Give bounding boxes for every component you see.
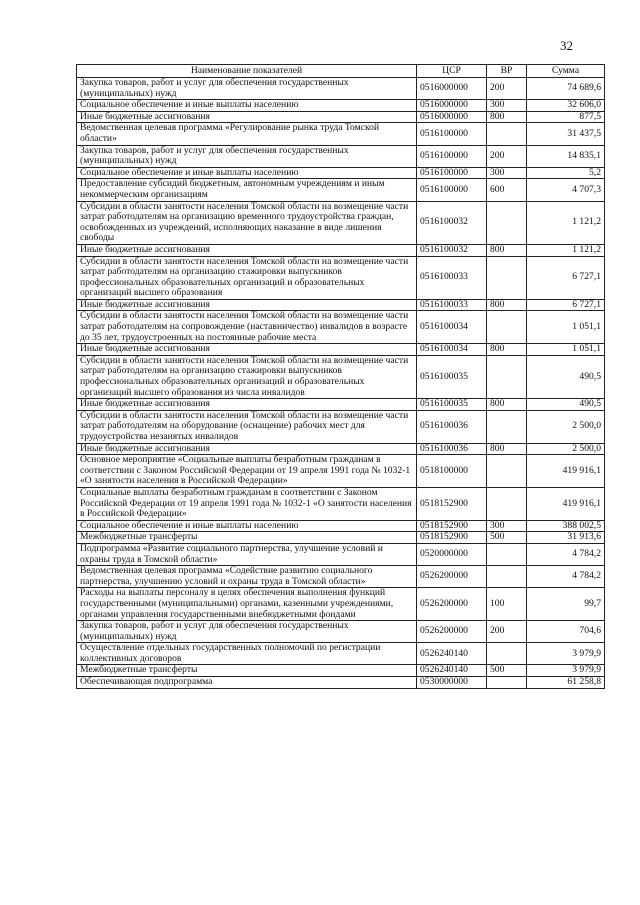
row-vr: 300	[487, 167, 527, 179]
table-row	[77, 566, 605, 588]
table-row	[77, 78, 605, 100]
table-row	[77, 179, 605, 201]
header-sum: Сумма	[527, 65, 605, 78]
row-csr: 0516100035	[417, 355, 487, 398]
row-csr: 0516100000	[417, 123, 487, 145]
table-row	[77, 410, 605, 443]
table-row	[77, 487, 605, 520]
row-vr: 200	[487, 78, 527, 100]
row-vr: 600	[487, 179, 527, 201]
table-row	[77, 643, 605, 665]
table-row	[77, 443, 605, 455]
row-sum: 1 051,1	[527, 344, 605, 356]
row-vr	[487, 543, 527, 565]
row-sum: 32 606,0	[527, 100, 605, 112]
row-csr: 0526200000	[417, 621, 487, 643]
row-sum: 14 835,1	[527, 145, 605, 167]
row-name: Субсидии в области занятости населения Томской области на возмещение части затрат работодателям на организацию временного трудоустройства граждан, освобожденных из учреждений, исполняющих наказание в виде лишения свободы	[77, 201, 417, 244]
header-csr: ЦСР	[417, 65, 487, 78]
row-vr	[487, 311, 527, 344]
table-row	[77, 621, 605, 643]
table-row	[77, 665, 605, 677]
row-csr: 0526240140	[417, 665, 487, 677]
row-sum: 5,2	[527, 167, 605, 179]
row-csr: 0516100036	[417, 410, 487, 443]
table-row	[77, 399, 605, 411]
row-vr: 300	[487, 100, 527, 112]
row-name: Субсидии в области занятости населения Томской области на возмещение части затрат работодателям на организацию стажировки выпускников профессиональных образовательных организаций и образовательных организаций высшего образования	[77, 256, 417, 299]
table-row	[77, 111, 605, 123]
table-row	[77, 201, 605, 244]
header-vr: ВР	[487, 65, 527, 78]
table-row	[77, 256, 605, 299]
row-sum: 61 258,8	[527, 677, 605, 689]
row-name: Социальное обеспечение и иные выплаты населению	[77, 100, 417, 112]
row-csr: 0520000000	[417, 543, 487, 565]
row-name: Предоставление субсидий бюджетным, автономным учреждениям и иным некоммерческим организациям	[77, 179, 417, 201]
row-vr: 800	[487, 443, 527, 455]
row-name: Закупка товаров, работ и услуг для обеспечения государственных (муниципальных) нужд	[77, 621, 417, 643]
row-vr: 200	[487, 145, 527, 167]
row-sum: 3 979,9	[527, 665, 605, 677]
row-vr	[487, 487, 527, 520]
table-row	[77, 123, 605, 145]
table-row	[77, 311, 605, 344]
row-csr: 0526200000	[417, 566, 487, 588]
row-name: Ведомственная целевая программа «Содействие развитию социального партнерства, улучшению условий и охраны труда в Томской области»	[77, 566, 417, 588]
row-sum: 4 784,2	[527, 566, 605, 588]
row-name: Социальные выплаты безработным гражданам в соответствии с Законом Российской Федерации от 19 апреля 1991 года № 1032-1 «О занятости населения в Российской Федерации»	[77, 487, 417, 520]
row-csr: 0526200000	[417, 588, 487, 621]
table-row	[77, 532, 605, 544]
table-row	[77, 299, 605, 311]
table-row	[77, 677, 605, 689]
row-vr	[487, 566, 527, 588]
row-csr: 0516000000	[417, 100, 487, 112]
row-vr	[487, 455, 527, 488]
table-row	[77, 167, 605, 179]
table-row	[77, 543, 605, 565]
table-row	[77, 455, 605, 488]
row-name: Иные бюджетные ассигнования	[77, 344, 417, 356]
row-name: Ведомственная целевая программа «Регулирование рынка труда Томской области»	[77, 123, 417, 145]
row-name: Социальное обеспечение и иные выплаты населению	[77, 520, 417, 532]
table-row	[77, 520, 605, 532]
row-name: Иные бюджетные ассигнования	[77, 244, 417, 256]
row-csr: 0526240140	[417, 643, 487, 665]
row-sum: 704,6	[527, 621, 605, 643]
table-row	[77, 145, 605, 167]
row-sum: 4 784,2	[527, 543, 605, 565]
row-vr: 800	[487, 344, 527, 356]
row-sum: 74 689,6	[527, 78, 605, 100]
row-name: Закупка товаров, работ и услуг для обеспечения государственных (муниципальных) нужд	[77, 145, 417, 167]
table-row	[77, 100, 605, 112]
row-vr	[487, 410, 527, 443]
row-sum: 877,5	[527, 111, 605, 123]
header-name: Наименование показателей	[77, 65, 417, 78]
row-csr: 0516100034	[417, 344, 487, 356]
row-name: Осуществление отдельных государственных полномочий по регистрации коллективных договоров	[77, 643, 417, 665]
row-name: Субсидии в области занятости населения Томской области на возмещение части затрат работодателям на оборудование (оснащение) рабочих мест для трудоустройства незанятых инвалидов	[77, 410, 417, 443]
table-row	[77, 588, 605, 621]
row-vr	[487, 643, 527, 665]
row-sum: 2 500,0	[527, 443, 605, 455]
row-sum: 31 437,5	[527, 123, 605, 145]
row-name: Обеспечивающая подпрограмма	[77, 677, 417, 689]
row-csr: 0516100032	[417, 201, 487, 244]
row-csr: 0516100035	[417, 399, 487, 411]
row-sum: 6 727,1	[527, 299, 605, 311]
table-row	[77, 344, 605, 356]
row-vr	[487, 201, 527, 244]
row-vr: 500	[487, 532, 527, 544]
row-csr: 0516000000	[417, 78, 487, 100]
row-csr: 0516100000	[417, 179, 487, 201]
row-name: Межбюджетные трансферты	[77, 532, 417, 544]
row-sum: 419 916,1	[527, 455, 605, 488]
row-name: Субсидии в области занятости населения Томской области на возмещение части затрат работодателям на организацию стажировки выпускников профессиональных образовательных организаций и образовательных организаций высшего образования из числа инвалидов	[77, 355, 417, 398]
row-sum: 4 707,3	[527, 179, 605, 201]
row-vr: 500	[487, 665, 527, 677]
row-vr: 200	[487, 621, 527, 643]
row-vr	[487, 123, 527, 145]
row-sum: 490,5	[527, 399, 605, 411]
budget-table	[76, 64, 605, 689]
row-csr: 0516100032	[417, 244, 487, 256]
row-vr: 800	[487, 399, 527, 411]
row-sum: 99,7	[527, 588, 605, 621]
row-name: Иные бюджетные ассигнования	[77, 399, 417, 411]
row-sum: 6 727,1	[527, 256, 605, 299]
row-csr: 0516100000	[417, 145, 487, 167]
table-header-row	[77, 65, 605, 78]
row-vr: 800	[487, 299, 527, 311]
row-sum: 490,5	[527, 355, 605, 398]
row-name: Иные бюджетные ассигнования	[77, 443, 417, 455]
row-csr: 0516100033	[417, 299, 487, 311]
row-csr: 0530000000	[417, 677, 487, 689]
row-sum: 388 002,5	[527, 520, 605, 532]
row-vr: 800	[487, 244, 527, 256]
row-name: Подпрограмма «Развитие социального партнерства, улучшение условий и охраны труда в Томской области»	[77, 543, 417, 565]
row-sum: 1 051,1	[527, 311, 605, 344]
row-sum: 2 500,0	[527, 410, 605, 443]
row-vr: 800	[487, 111, 527, 123]
row-vr	[487, 677, 527, 689]
row-name: Межбюджетные трансферты	[77, 665, 417, 677]
row-csr: 0518100000	[417, 455, 487, 488]
row-sum: 1 121,2	[527, 201, 605, 244]
row-sum: 31 913,6	[527, 532, 605, 544]
row-csr: 0516100036	[417, 443, 487, 455]
row-sum: 419 916,1	[527, 487, 605, 520]
row-csr: 0516000000	[417, 111, 487, 123]
row-name: Основное мероприятие «Социальные выплаты безработным гражданам в соответствии с Законом Российской Федерации от 19 апреля 1991 года № 1032-1 «О занятости населения в Российской Федерации»	[77, 455, 417, 488]
row-name: Иные бюджетные ассигнования	[77, 111, 417, 123]
table-row	[77, 355, 605, 398]
row-name: Субсидии в области занятости населения Томской области на возмещение части затрат работодателям на сопровождение (наставничество) инвалидов в возрасте до 35 лет, трудоустроенных на постоянные рабочие места	[77, 311, 417, 344]
row-name: Иные бюджетные ассигнования	[77, 299, 417, 311]
row-sum: 3 979,9	[527, 643, 605, 665]
row-vr: 300	[487, 520, 527, 532]
row-vr	[487, 355, 527, 398]
row-csr: 0516100034	[417, 311, 487, 344]
row-csr: 0516100033	[417, 256, 487, 299]
row-csr: 0518152900	[417, 532, 487, 544]
row-name: Расходы на выплаты персоналу в целях обеспечения выполнения функций государственными (муниципальными) органами, казенными учреждениями, органами управления государственными внебюджетными фондами	[77, 588, 417, 621]
table-row	[77, 244, 605, 256]
row-csr: 0518152900	[417, 487, 487, 520]
row-name: Социальное обеспечение и иные выплаты населению	[77, 167, 417, 179]
row-csr: 0518152900	[417, 520, 487, 532]
row-sum: 1 121,2	[527, 244, 605, 256]
row-csr: 0516100000	[417, 167, 487, 179]
row-name: Закупка товаров, работ и услуг для обеспечения государственных (муниципальных) нужд	[77, 78, 417, 100]
row-vr	[487, 256, 527, 299]
page-number: 32	[560, 38, 573, 53]
row-vr: 100	[487, 588, 527, 621]
